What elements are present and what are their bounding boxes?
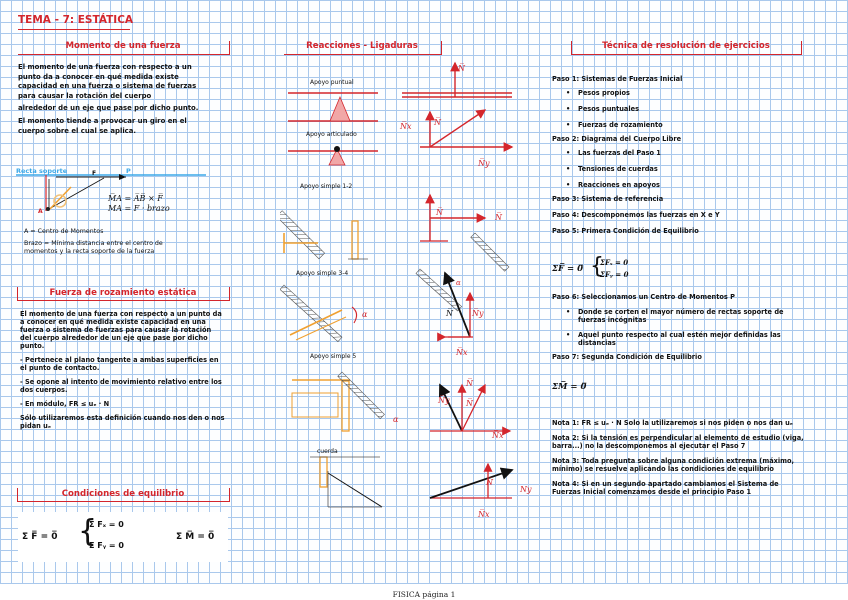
svg-text:P: P: [126, 167, 131, 175]
support-label: cuerda: [317, 448, 338, 455]
section-title-friction: Fuerza de rozamiento estática: [49, 288, 197, 298]
support-label: Apoyo simple 3-4: [296, 270, 349, 277]
svg-text:N̅: N̅: [466, 379, 473, 388]
section-divider: [17, 287, 18, 301]
svg-text:Recta soporte: Recta soporte: [16, 167, 68, 175]
sum-fx: Σ Fₓ = 0: [89, 520, 124, 529]
svg-text:N̅: N̅: [436, 208, 443, 217]
moment-paragraph: El momento de una fuerza con respecto a un punto da a conocer en qué medida existe capacidad en una fuerza o sistema de fuerzas para causar la rotación del cuerpo alrededor de un eje que pase por dicho punto. El momento tiende a provocar un giro en el cuerpo sobre el cual se aplica.: [18, 63, 199, 135]
brace: {: [590, 254, 604, 279]
support-label: Apoyo articulado: [306, 131, 357, 138]
svg-text:N̅: N̅: [458, 64, 465, 73]
sum-fy: Σ Fᵧ = 0: [89, 541, 124, 550]
section-title-equilibrium: Condiciones de equilibrio: [61, 489, 185, 499]
notes: Nota 1: FR ≤ uₑ · N Solo la utilizaremos si nos piden o nos dan uₑ Nota 2: Si la tensión es perpendicular al elemento de estudio (viga, barra...) no la descomponemos al ejecutar el Paso 7 Nota 3: Toda pregunta sobre alguna condición extrema (máximo, mínimo) se resuelve aplicando las condiciones de equilibrio Nota 4: Si en un segundo apartado cambiamos el Sistema de Fuerzas Inicial comenzamos desde el principio Paso 1: [552, 419, 804, 496]
brace: {: [78, 514, 98, 549]
svg-text:A: A: [38, 208, 43, 215]
svg-text:MA = F · brazo: MA = F · brazo: [108, 204, 170, 213]
steps-list: Paso 1: Sistemas de Fuerzas Inicial • Pesos propios • Pesos puntuales • Fuerzas de rozamiento Paso 2: Diagrama del Cuerpo Libre • Las fuerzas del Paso 1 • Tensiones de cuerdas • Reacciones en apoyos Paso 3: Sistema de referencia Paso 4: Descomponemos las fuerzas en X e Y Paso 5: Primera Condición de Equilibrio: [552, 75, 720, 235]
section-divider: [571, 41, 572, 55]
section-underline: [572, 54, 802, 55]
second-condition: ΣM̅ = 0̅: [552, 382, 587, 392]
svg-text:N̅y: N̅y: [478, 159, 490, 168]
sum-moments: Σ M̅ = 0̅: [176, 532, 215, 542]
section-underline: [18, 300, 230, 301]
support-label: Apoyo puntual: [310, 79, 354, 86]
svg-text:N̅y: N̅y: [472, 309, 484, 318]
svg-text:N̅: N̅: [466, 399, 473, 408]
section-title-technique: Técnica de resolución de ejercicios: [602, 41, 770, 51]
moment-notes: A = Centro de Momentos Brazo = Mínima distancia entre el centro de momentos y la recta soporte de la fuerza: [24, 228, 163, 256]
section-title-moment: Momento de una fuerza: [65, 41, 181, 51]
sum-forces: Σ F̅ = 0̅: [22, 532, 58, 542]
title-underline: [18, 29, 130, 30]
supports-diagrams: [280, 55, 540, 525]
svg-text:N̅x: N̅x: [478, 510, 490, 519]
section-divider: [801, 41, 802, 55]
svg-text:N̅y: N̅y: [438, 396, 450, 405]
section-divider: [229, 287, 230, 301]
svg-text:α: α: [393, 415, 399, 424]
svg-text:Ny: Ny: [520, 485, 532, 494]
page-footer: FISICA página 1: [392, 590, 456, 599]
svg-text:F: F: [92, 170, 97, 177]
svg-text:N̅: N̅: [446, 309, 453, 318]
svg-text:N̅x: N̅x: [456, 348, 468, 357]
svg-text:N̅: N̅: [434, 118, 441, 127]
support-label: Apoyo simple 5: [310, 353, 357, 360]
section-underline: [18, 54, 230, 55]
page-title: TEMA - 7: ESTÁTICA: [18, 14, 134, 26]
section-title-reactions: Reacciones - Ligaduras: [306, 41, 418, 51]
svg-text:α: α: [456, 279, 461, 287]
svg-text:N̅x: N̅x: [492, 431, 504, 440]
svg-text:M̅A = A̅B̅ × F̅: M̅A = A̅B̅ × F̅: [108, 194, 163, 203]
section-divider: [229, 41, 230, 55]
svg-text:α: α: [362, 310, 368, 319]
friction-paragraph: El momento de una fuerza con respecto a un punto da a conocer en qué medida existe capacidad en una fuerza o sistema de fuerzas para causar la rotación del cuerpo alrededor de un eje que pase por dicho punto. - Pertenece al plano tangente a ambas superficies en el punto de contacto. - Se opone al intento de movimiento relativo entre los dos cuerpos. - En módulo, FR ≤ uₑ · N Sólo utilizaremos esta definición cuando nos den o nos pidan uₑ: [20, 310, 225, 430]
section-divider: [229, 488, 230, 502]
section-divider: [17, 488, 18, 502]
step6: Paso 6: Seleccionamos un Centro de Momentos P • Donde se corten el mayor número de rectas soporte de fuerzas incógnitas • Aquel punto respecto al cual estén mejor definidas las distancias Paso 7: Segunda Condición de Equilibrio: [552, 293, 784, 361]
moment-diagram: [16, 165, 231, 225]
first-condition-fy: ΣFᵧ = 0: [600, 270, 629, 279]
first-condition-lhs: ΣF̅ = 0̅: [552, 264, 583, 274]
first-condition-fx: ΣFₓ = 0: [600, 258, 629, 267]
section-underline: [18, 501, 230, 502]
svg-text:N̅x: N̅x: [400, 122, 412, 131]
svg-text:N̅: N̅: [495, 213, 502, 222]
section-divider: [441, 41, 442, 55]
support-label: Apoyo simple 1-2: [300, 183, 353, 190]
svg-text:N̅: N̅: [486, 478, 493, 487]
